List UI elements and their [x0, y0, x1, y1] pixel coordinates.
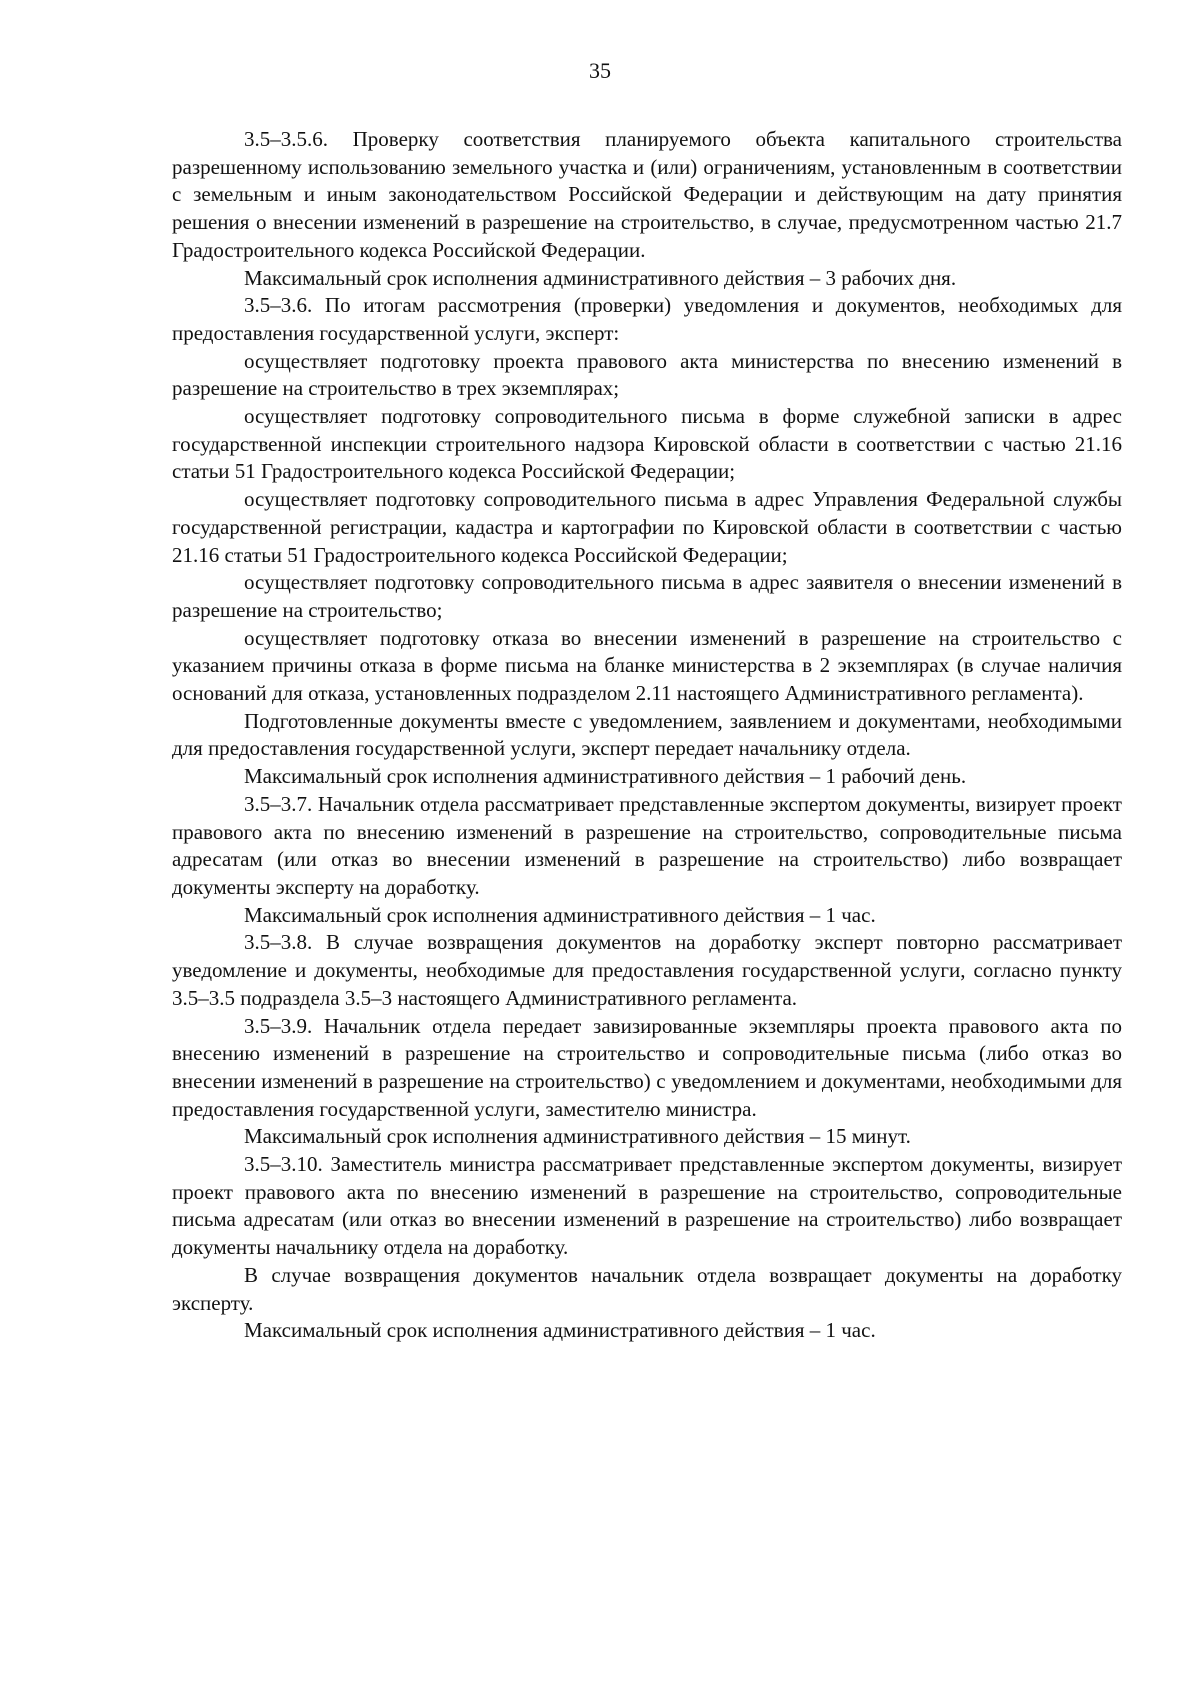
paragraph-draft-legal-act: осуществляет подготовку проекта правового акта министерства по внесению изменений в разрешение на строительство в трех экземплярах;: [172, 348, 1122, 401]
paragraph-3-5-3-7: 3.5–3.7. Начальник отдела рассматривает представленные экспертом документы, визирует проект правового акта по внесению изменений в разрешение на строительство, сопроводительные письма адресатам (или отказ во внесении изменений в разрешение на строительство) либо возвращает документы эксперту на доработку.: [172, 791, 1122, 899]
paragraph-refusal: осуществляет подготовку отказа во внесении изменений в разрешение на строительство с указанием причины отказа в форме письма на бланке министерства в 2 экземплярах (в случае наличия оснований для отказа, установленных подразделом 2.11 настоящего Административного регламента).: [172, 625, 1122, 706]
paragraph-prepared-documents: Подготовленные документы вместе с уведомлением, заявлением и документами, необходимыми для предоставления государственной услуги, эксперт передает начальнику отдела.: [172, 708, 1122, 761]
paragraph-return-to-expert: В случае возвращения документов начальник отдела возвращает документы на доработку эксперту.: [172, 1262, 1122, 1315]
paragraph-max-term-15-minutes: Максимальный срок исполнения административного действия – 15 минут.: [244, 1124, 911, 1149]
paragraph-max-term-1-hour-b: Максимальный срок исполнения административного действия – 1 час.: [244, 1318, 876, 1343]
paragraph-max-term-1-hour-a: Максимальный срок исполнения административного действия – 1 час.: [244, 902, 876, 927]
paragraph-cover-letter-applicant: осуществляет подготовку сопроводительного письма в адрес заявителя о внесении изменений в разрешение на строительство;: [172, 570, 1122, 622]
paragraph-cover-letter-inspection: осуществляет подготовку сопроводительного письма в форме служебной записки в адрес государственной инспекции строительного надзора Кировской области в соответствии с частью 21.16 статьи 51 Градостроительного кодекса Российской Федерации;: [172, 404, 1122, 484]
paragraph-max-term-3-days: Максимальный срок исполнения административного действия – 3 рабочих дня.: [244, 265, 957, 290]
paragraph-max-term-1-day: Максимальный срок исполнения административного действия – 1 рабочий день.: [244, 764, 967, 789]
paragraph-3-5-3-10: 3.5–3.10. Заместитель министра рассматривает представленные экспертом документы, визирует проект правового акта по внесению изменений в разрешение на строительство, сопроводительные письма адресатам (или отказ во внесении изменений в разрешение на строительство) либо возвращает документы начальнику отдела на доработку.: [172, 1152, 1122, 1260]
page-number: 35: [589, 58, 611, 83]
paragraph-3-5-3-8: 3.5–3.8. В случае возвращения документов на доработку эксперт повторно рассматривает уведомление и документы, необходимые для предоставления государственной услуги, согласно пункту 3.5–3.5 подраздела 3.5–3 настоящего Административного регламента.: [172, 930, 1122, 1010]
paragraph-cover-letter-rosreestr: осуществляет подготовку сопроводительного письма в адрес Управления Федеральной службы государственной регистрации, кадастра и картографии по Кировской области в соответствии с частью 21.16 статьи 51 Градостроительного кодекса Российской Федерации;: [172, 487, 1122, 567]
paragraph-3-5-3-5-6: 3.5–3.5.6. Проверку соответствия планируемого объекта капитального строительства разрешенному использованию земельного участка и (или) ограничениям, установленным в соответствии с земельным и иным законодательством Российской Федерации и действующим на дату принятия решения о внесении изменений в разрешение на строительство, в случае, предусмотренном частью 21.7 Градостроительного кодекса Российской Федерации.: [172, 127, 1122, 262]
document-body: [172, 126, 1122, 1345]
paragraph-3-5-3-9: 3.5–3.9. Начальник отдела передает завизированные экземпляры проекта правового акта по внесению изменений в разрешение на строительство и сопроводительные письма (либо отказ во внесении изменений в разрешение на строительство) с уведомлением и документами, необходимыми для предоставления государственной услуги, заместителю министра.: [172, 1013, 1122, 1121]
paragraph-3-5-3-6: 3.5–3.6. По итогам рассмотрения (проверки) уведомления и документов, необходимых для предоставления государственной услуги, эксперт:: [172, 293, 1122, 345]
